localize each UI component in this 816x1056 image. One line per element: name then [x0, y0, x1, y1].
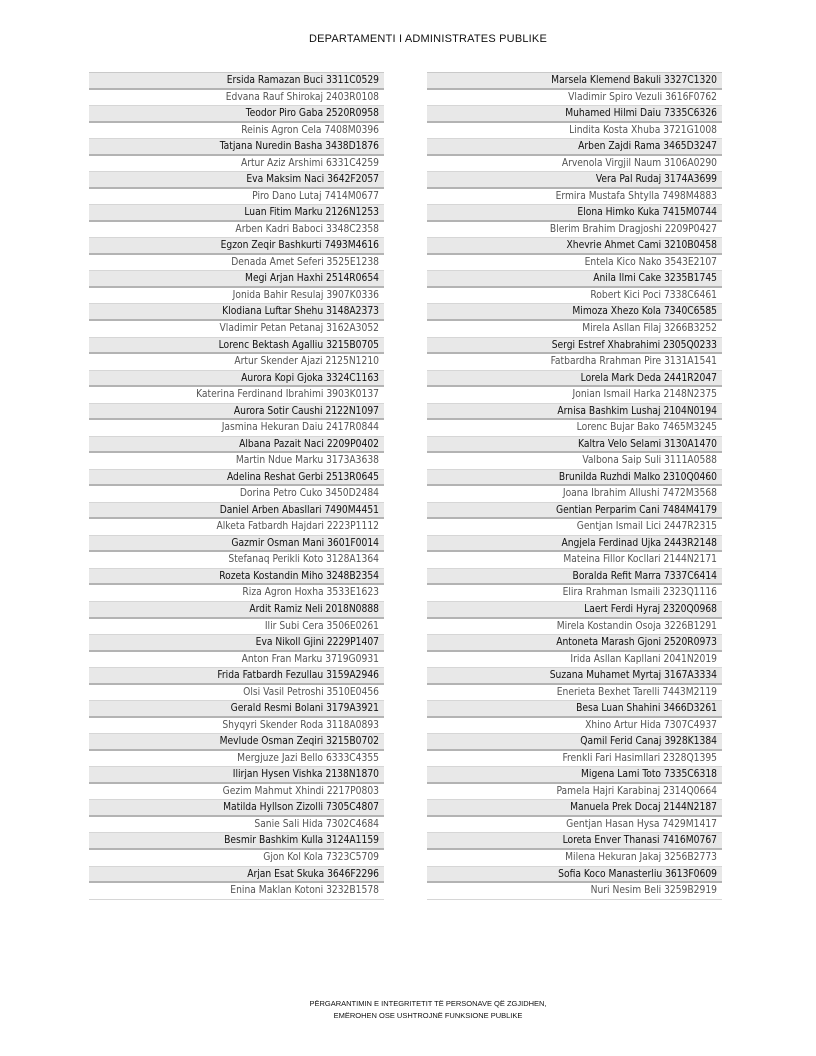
list-item: Xhevrie Ahmet Cami 3210B0458: [427, 238, 722, 255]
list-item: Vladimir Petan Petanaj 3162A3052: [89, 321, 384, 338]
list-item: Daniel Arben Abasllari 7490M4451: [89, 503, 384, 520]
list-item: Aurora Sotir Caushi 2122N1097: [89, 404, 384, 421]
list-item: Reinis Agron Cela 7408M0396: [89, 123, 384, 140]
list-item: Joana Ibrahim Allushi 7472M3568: [427, 486, 722, 503]
list-item: Albana Pazait Naci 2209P0402: [89, 437, 384, 454]
list-item: Arvenola Virgjil Naum 3106A0290: [427, 156, 722, 173]
list-item: Anton Fran Marku 3719G0931: [89, 652, 384, 669]
list-item: Megi Arjan Haxhi 2514R0654: [89, 271, 384, 288]
list-item: Marsela Klemend Bakuli 3327C1320: [427, 73, 722, 90]
list-item: Gezim Mahmut Xhindi 2217P0803: [89, 784, 384, 801]
list-item: Boralda Refit Marra 7337C6414: [427, 569, 722, 586]
list-item: Artur Skender Ajazi 2125N1210: [89, 354, 384, 371]
list-item: Jonian Ismail Harka 2148N2375: [427, 387, 722, 404]
list-item: Matilda Hyllson Zizolli 7305C4807: [89, 800, 384, 817]
footer-line-2: EMËROHEN OSE USHTROJNË FUNKSIONE PUBLIKE: [333, 1011, 523, 1020]
list-item: Antoneta Marash Gjoni 2520R0973: [427, 635, 722, 652]
list-item: Elira Rrahman Ismaili 2323Q1116: [427, 585, 722, 602]
list-item: Ersida Ramazan Buci 3311C0529: [89, 73, 384, 90]
list-item: Blerim Brahim Dragjoshi 2209P0427: [427, 222, 722, 239]
list-item: Migena Lami Toto 7335C6318: [427, 767, 722, 784]
list-item: Loreta Enver Thanasi 7416M0767: [427, 833, 722, 850]
list-item: Gjon Kol Kola 7323C5709: [89, 850, 384, 867]
list-item: Muhamed Hilmi Daiu 7335C6326: [427, 106, 722, 123]
list-item: Shyqyri Skender Roda 3118A0893: [89, 718, 384, 735]
list-item: Mevlude Osman Zeqiri 3215B0702: [89, 734, 384, 751]
list-item: Ardit Ramiz Neli 2018N0888: [89, 602, 384, 619]
list-item: Milena Hekuran Jakaj 3256B2773: [427, 850, 722, 867]
list-item: Eva Nikoll Gjini 2229P1407: [89, 635, 384, 652]
list-item: Valbona Saip Suli 3111A0588: [427, 453, 722, 470]
footer: [0, 998, 816, 1022]
list-item: Anila Ilmi Cake 3235B1745: [427, 271, 722, 288]
list-item: Enina Maklan Kotoni 3232B1578: [89, 883, 384, 900]
list-item: Tatjana Nuredin Basha 3438D1876: [89, 139, 384, 156]
list-item: Rozeta Kostandin Miho 3248B2354: [89, 569, 384, 586]
list-item: Gentjan Hasan Hysa 7429M1417: [427, 817, 722, 834]
list-item: Adelina Reshat Gerbi 2513R0645: [89, 470, 384, 487]
list-item: Xhino Artur Hida 7307C4937: [427, 718, 722, 735]
list-item: Mirela Asllan Filaj 3266B3252: [427, 321, 722, 338]
list-item: Vera Pal Rudaj 3174A3699: [427, 172, 722, 189]
list-item: Fatbardha Rrahman Pire 3131A1541: [427, 354, 722, 371]
list-item: Egzon Zeqir Bashkurti 7493M4616: [89, 238, 384, 255]
list-item: Jonida Bahir Resulaj 3907K0336: [89, 288, 384, 305]
list-item: Manuela Prek Docaj 2144N2187: [427, 800, 722, 817]
page-title: DEPARTAMENTI I ADMINISTRATES PUBLIKE: [308, 33, 548, 45]
list-item: Jasmina Hekuran Daiu 2417R0844: [89, 420, 384, 437]
list-item: Irida Asllan Kapllani 2041N2019: [427, 652, 722, 669]
list-item: Luan Fitim Marku 2126N1253: [89, 205, 384, 222]
list-item: Kaltra Velo Selami 3130A1470: [427, 437, 722, 454]
list-item: Arjan Esat Skuka 3646F2296: [89, 867, 384, 884]
list-item: Mirela Kostandin Osoja 3226B1291: [427, 619, 722, 636]
list-item: Aurora Kopi Gjoka 3324C1163: [89, 371, 384, 388]
list-item: Laert Ferdi Hyraj 2320Q0968: [427, 602, 722, 619]
list-item: Gazmir Osman Mani 3601F0014: [89, 536, 384, 553]
list-item: Sofia Koco Manasterliu 3613F0609: [427, 867, 722, 884]
footer-line-1: PËRGARANTIMIN E INTEGRITETIT TË PERSONAVE QË ZGJIDHEN,: [309, 999, 547, 1008]
list-item: Frenkli Fari Hasimllari 2328Q1395: [427, 751, 722, 768]
list-item: Olsi Vasil Petroshi 3510E0456: [89, 685, 384, 702]
list-item: Frida Fatbardh Fezullau 3159A2946: [89, 668, 384, 685]
list-item: Entela Kico Nako 3543E2107: [427, 255, 722, 272]
list-item: Pamela Hajri Karabinaj 2314Q0664: [427, 784, 722, 801]
left-name-list: [89, 72, 384, 900]
list-item: Alketa Fatbardh Hajdari 2223P1112: [89, 519, 384, 536]
list-item: Brunilda Ruzhdi Malko 2310Q0460: [427, 470, 722, 487]
list-item: Enerieta Bexhet Tarelli 7443M2119: [427, 685, 722, 702]
list-item: Stefanaq Perikli Koto 3128A1364: [89, 552, 384, 569]
list-item: Gentjan Ismail Lici 2447R2315: [427, 519, 722, 536]
list-item: Qamil Ferid Canaj 3928K1384: [427, 734, 722, 751]
list-item: Elona Himko Kuka 7415M0744: [427, 205, 722, 222]
list-item: Ermira Mustafa Shtylla 7498M4883: [427, 189, 722, 206]
list-item: Riza Agron Hoxha 3533E1623: [89, 585, 384, 602]
list-item: Vladimir Spiro Vezuli 3616F0762: [427, 90, 722, 107]
list-item: Arben Zajdi Rama 3465D3247: [427, 139, 722, 156]
list-item: Lorenc Bujar Bako 7465M3245: [427, 420, 722, 437]
list-item: Mimoza Xhezo Kola 7340C6585: [427, 304, 722, 321]
list-item: Angjela Ferdinad Ujka 2443R2148: [427, 536, 722, 553]
list-item: Suzana Muhamet Myrtaj 3167A3334: [427, 668, 722, 685]
list-item: Robert Kici Poci 7338C6461: [427, 288, 722, 305]
list-item: Ilir Subi Cera 3506E0261: [89, 619, 384, 636]
list-item: Martin Ndue Marku 3173A3638: [89, 453, 384, 470]
right-name-list: [427, 72, 722, 900]
list-item: Gentian Perparim Cani 7484M4179: [427, 503, 722, 520]
list-item: Eva Maksim Naci 3642F2057: [89, 172, 384, 189]
list-item: Nuri Nesim Beli 3259B2919: [427, 883, 722, 900]
list-item: Klodiana Luftar Shehu 3148A2373: [89, 304, 384, 321]
list-item: Besa Luan Shahini 3466D3261: [427, 701, 722, 718]
list-item: Teodor Piro Gaba 2520R0958: [89, 106, 384, 123]
list-item: Sergi Estref Xhabrahimi 2305Q0233: [427, 338, 722, 355]
list-item: Gerald Resmi Bolani 3179A3921: [89, 701, 384, 718]
list-item: Arnisa Bashkim Lushaj 2104N0194: [427, 404, 722, 421]
list-item: Lindita Kosta Xhuba 3721G1008: [427, 123, 722, 140]
list-item: Mergjuze Jazi Bello 6333C4355: [89, 751, 384, 768]
list-item: Katerina Ferdinand Ibrahimi 3903K0137: [89, 387, 384, 404]
list-item: Edvana Rauf Shirokaj 2403R0108: [89, 90, 384, 107]
list-item: Besmir Bashkim Kulla 3124A1159: [89, 833, 384, 850]
list-item: Sanie Sali Hida 7302C4684: [89, 817, 384, 834]
list-item: Arben Kadri Baboci 3348C2358: [89, 222, 384, 239]
list-item: Lorenc Bektash Agalliu 3215B0705: [89, 338, 384, 355]
list-item: Ilirjan Hysen Vishka 2138N1870: [89, 767, 384, 784]
list-item: Dorina Petro Cuko 3450D2484: [89, 486, 384, 503]
list-item: Lorela Mark Deda 2441R2047: [427, 371, 722, 388]
list-item: Piro Dano Lutaj 7414M0677: [89, 189, 384, 206]
list-item: Mateina Fillor Kocllari 2144N2171: [427, 552, 722, 569]
list-item: Denada Amet Seferi 3525E1238: [89, 255, 384, 272]
list-item: Artur Aziz Arshimi 6331C4259: [89, 156, 384, 173]
